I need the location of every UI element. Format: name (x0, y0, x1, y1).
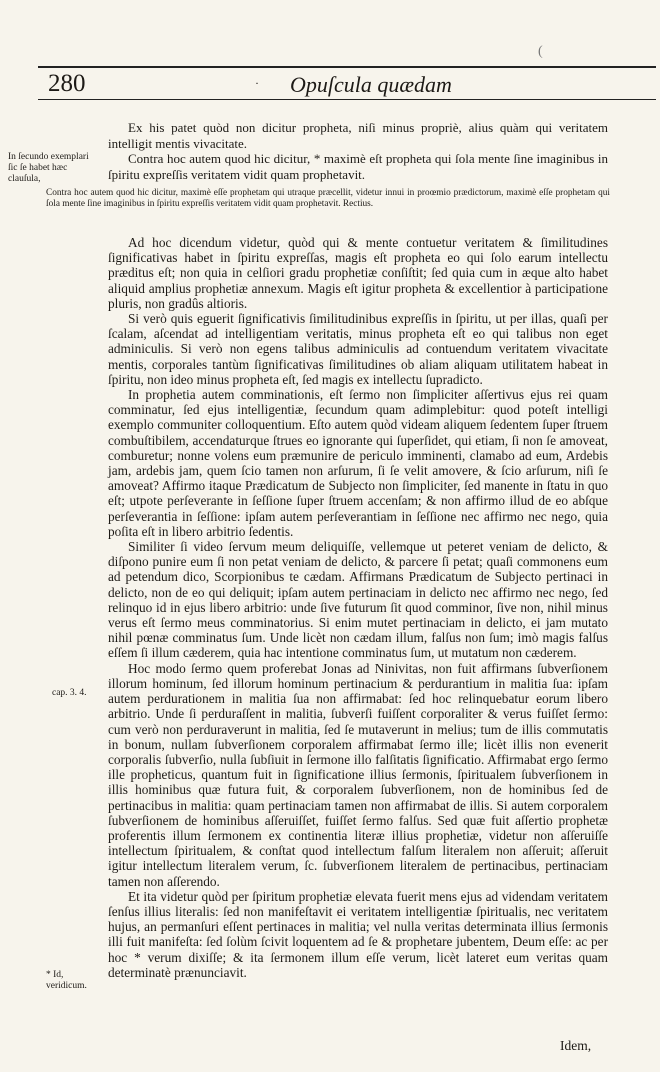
top-text-block (108, 120, 608, 182)
sidenote-chapter-ref: cap. 3. 4. (52, 688, 87, 698)
main-text-block (108, 235, 608, 980)
corner-mark: ( (538, 44, 543, 59)
paragraph: Contra hoc autem quod hic dicitur, * maximè eſt propheta qui ſola mente ſine imaginibus in ſpiritu expreſſis veritatem vidit quam prophetavit. (108, 151, 608, 182)
header-rule-top (38, 66, 656, 68)
catchword: Idem, (560, 1038, 592, 1053)
paragraph: Si verò quis eguerit ſignificativis ſimilitudinibus expreſſis in ſpiritu, ut per illas, quaſi per ſcalam, aſcendat ad intelligentiam veritatis, minus propheta eſt eo qui talibus non eget adminiculis. Si verò non egens talibus adminiculis ad contuendum veritatem vivacitate mentis, corporales tantùm ſignificativas ſimilitudines ob aliam aliquam utilitatem habeat in ſpiritu, non ideo minus propheta eſt, ſed magis ex intellectu ſupradicto. (108, 311, 608, 387)
paragraph: Et ita videtur quòd per ſpiritum prophetiæ elevata fuerit mens ejus ad videndam veritatem ſenſus illius literalis: ſed non manifeſtavit ei veritatem intelligentiæ ſpiritualis, nec veritatem hujus, an permanſuri eſſent pertinaces in malitia; vel nulla veritas determinata illius ſermonis illi fuit manifeſta: ſed ſolùm ſcivit loquentem ad ſe & prophetare jubentem, Deum eſſe: ac per hoc * verum dixiſſe; & ita ſermonem illum eſſe verum, licèt lateret eum veritas quam determinatè prænunciavit. (108, 888, 608, 980)
paragraph: In prophetia autem comminationis, eſt ſermo non ſimpliciter aſſertivus ejus rei quam comminatur, ſed ejus intelligentiæ, ſecundum quam adimplebitur: quod poteſt intelligi exemplo communiter colloquentium. Eſto autem quòd videam aliquem ſedentem ſuper ſtruem combuſtibilem, accendaturque ſtrues eo ignorante qui ſuperſidet, qui etiam, ſi non ſe amoveat, comburetur; nonne volens eum præmunire de periculo imminenti, clamabo ad eum, Ardebis jam, ardebis jam, quem ſcio tamen non arſurum, ſi ſe velit amovere, & ſcio arſurum, niſi ſe amoveat? Affirmo itaque Prædicatum de Subjecto non ſimpliciter, ſed manente in ſtatu in quo eſt; utpote perſeverante in ſeſſione ſuper ſtruem accenſam; & non affirmo illud de eo abſque perſeverantia in ſeſſione: ipſam autem perſeverantiam in ſeſſione nec affirmo nec nego, quia poſita eſt in libero arbitrio ſedentis. (108, 387, 608, 539)
paragraph: Hoc modo ſermo quem proferebat Jonas ad Ninivitas, non fuit affirmans ſubverſionem illorum hominum, ſed illorum hominum pertinacium & perdurantium in malitia ſua: ipſam autem perdurationem in malitia ſua non affirmabat: ſed hoc relinquebatur eorum libero arbitrio. Unde ſi perduraſſent in malitia, ſubverſi fuiſſent corporaliter & verus fuiſſet ſermo: cum verò non perduraverunt in malitia, ſed ſe mutaverunt in melius; tum de illis commutatis in bonum, nullam ſubverſionem corporalem affirmabat ſermo ille; licèt illis non evenerit corporalis ſubverſio, nulla ſubſiuit in ſermone illo falſitatis ſignificatio. Affirmabat ergo ſermo ille propheticus, quantum fuit in ſignificatione illius ſermonis, ſpiritualem ſubverſionem in illis hominibus quæ futura fuit, & corporalem ſubverſionem, non de hominibus ſed de pertinacibus in malitia: quam pertinaciam tamen non affirmabat de illis. Si autem corporalem ſubverſionem de hominibus aſſeruiſſet, fuiſſet ſermo falſus. Sed quæ fuit aſſertio prophetæ proferentis illum ſermonem ex continentia literæ illius prophetiæ, videtur non aſſeruiſſe intellectum ſpiritualem, & conſtat quod intellectum falſum literalem non aſſeruit; aſſeruit igitur intellectum literalem verum, ſc. ſubverſionem literalem de pertinacibus, pertinaciam tamen non aſſerendo. (108, 660, 608, 889)
paragraph: Ad hoc dicendum videtur, quòd qui & mente contuetur veritatem & ſimilitudines ſignificativas habet in ſpiritu expreſſas, magis eſt propheta eo qui ſolo earum intellectu præditus eſt; non quia in celſiori gradu prophetiæ conſiſtit; ſed quia cum in æque alto habet aliquid amplius prophetiæ annexum. Magis eſt igitur propheta & excellentior à participatione pluris, non gradûs altioris. (108, 235, 608, 311)
header-ornament: · (255, 76, 259, 90)
sidenote-veridicum: * Id, veridicum. (46, 970, 87, 991)
page-number: 280 (48, 70, 86, 97)
paragraph: Similiter ſi video ſervum meum deliquiſſe, vellemque ut peteret veniam de delicto, & diſpono punire eum ſi non petat veniam de delicto, & parcere ſi petat; quaſi commonens eum ad petendum dico, Scorpionibus te cædam. Affirmans Prædicatum de Subjecto pertinaci in delicto, non de eo qui deliquit; ipſam autem pertinaciam in delicto nec affirmo nec nego, ſed relinquo id in ejus libero arbitrio: unde ſive futurum ſit quod comminor, ſive non, nihil minus verus eſt ſermo meus comminatorius. Si enim mutet pertinaciam in delicto, ei jam mutato nihil pœnæ comminatus ſum. Unde licèt non cædam illum, falſus non ſum; imò magis falſus eſſem ſi illum cæderem, quia hac intentione comminatus ſum, ut mutatum non cæderem. (108, 539, 608, 661)
running-title: Opuſcula quædam (290, 72, 452, 97)
footnote-variant-reading: Contra hoc autem quod hic dicitur, maximè eſſe prophetam qui utraque præcellit, videtur innui in proœmio prædictorum, maximè eſſe prophetam qui ſola mente ſine imaginibus in ſpiritu expreſſis veritatem vidit quam prophetavit. Rectius. (46, 188, 610, 209)
sidenote-exemplar: In ſecundo exemplari ſic ſe habet hæc clauſula, (8, 152, 89, 184)
paragraph: Ex his patet quòd non dicitur propheta, niſi minus propriè, alius quàm qui veritatem intelligit mentis vivacitate. (108, 120, 608, 151)
header-rule-bottom (38, 99, 656, 100)
